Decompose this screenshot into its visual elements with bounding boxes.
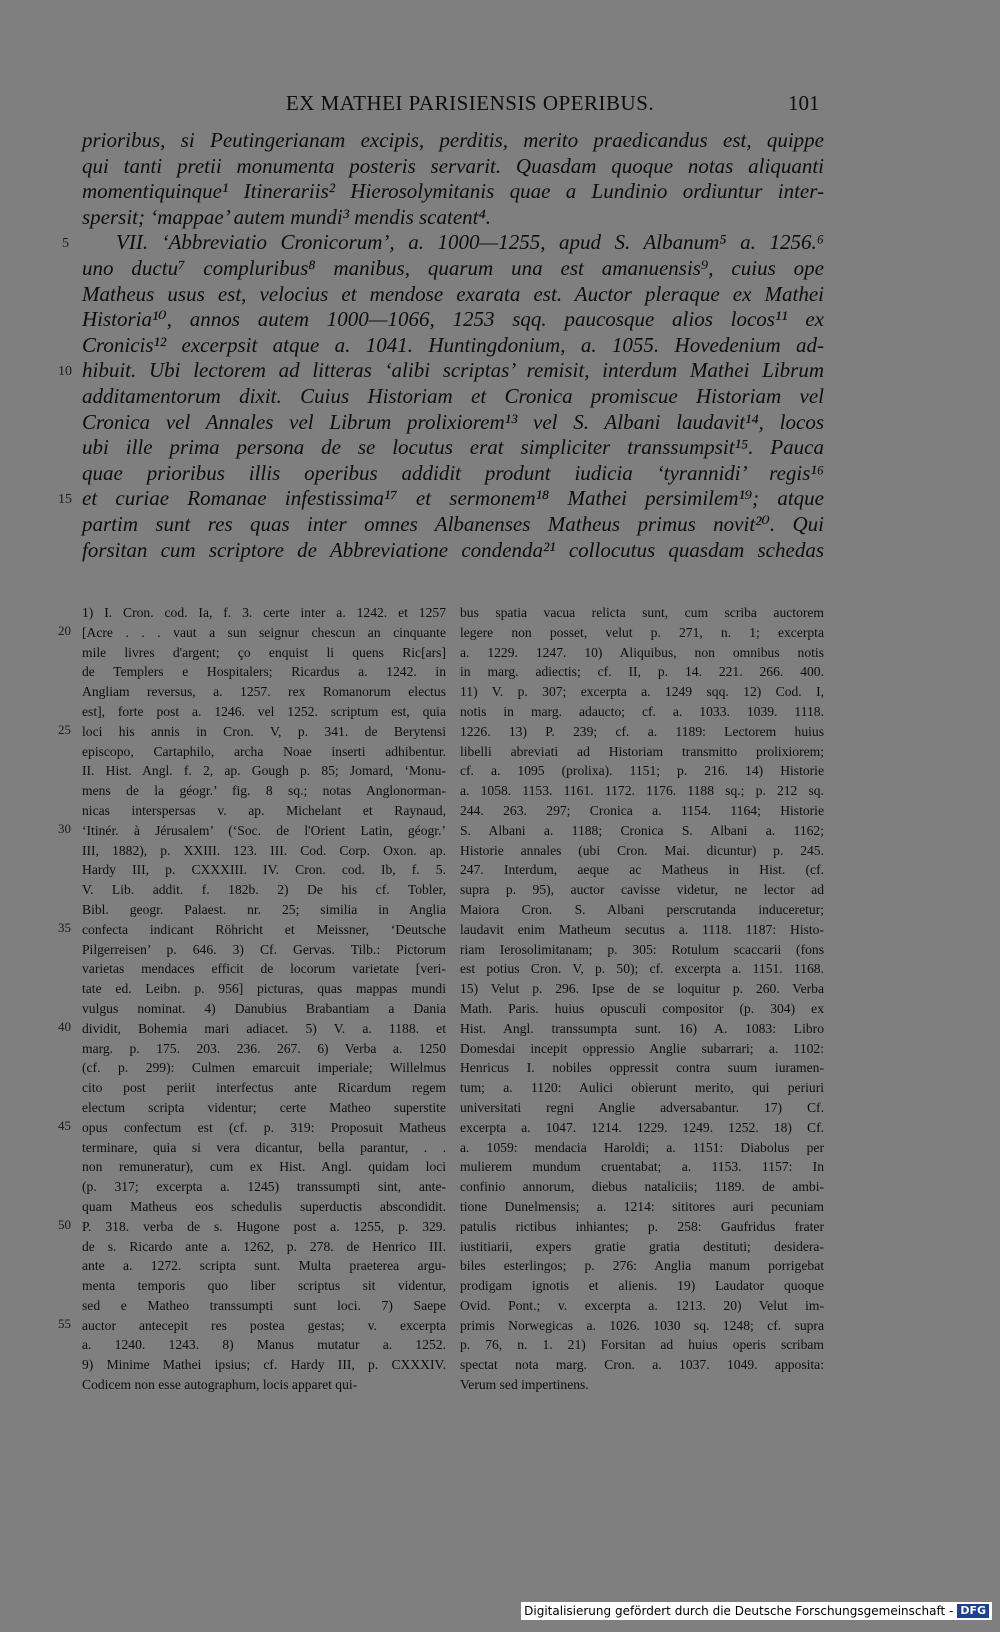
text-line: Matheus usus est, velocius et mendose exarata est. Auctor pleraque ex Mathei [82,281,824,306]
footnote-line: est potius Cron. V, p. 50); cf. excerpta a. 1151. 1168. [460,961,824,977]
footnote-line: Hist. Angl. transsumpta sunt. 16) A. 1083: Libro [460,1020,824,1036]
footnote-line: 11) V. p. 307; excerpta a. 1249 sqq. 12) Cod. I, [460,684,824,700]
footnote-line: a. 1059: mendacia Haroldi; a. 1151: Diabolus per [460,1139,824,1155]
footnote-line: iustitiarii, expers gratie gratia destituti; desidera- [460,1238,824,1254]
footnote-line: marg. p. 175. 203. 236. 267. 6) Verba a. 1250 [82,1040,446,1056]
line-number: 25 [58,722,71,737]
footnote-line: episcopo, Cartaphilo, archa Noae inserti adhibentur. [82,743,446,759]
footnote-line: Henricus I. nobiles oppressit contra suum iuramen- [460,1060,824,1076]
footnote-line: libelli abreviati ad Historiam transmitto prolixiorem; [460,743,824,759]
text-line: prioribus, si Peutingerianam excipis, perditis, merito praedicandus est, quippe [82,128,824,152]
footnote-line: auctor antecepit res postea gestas; v. excerpta [82,1317,446,1333]
footnote-line: Ovid. Pont.; v. excerpta a. 1213. 20) Velut im- [460,1297,824,1313]
footnotes-right-column [460,603,824,1395]
text-line: Historia¹⁰, annos autem 1000—1066, 1253 sqq. paucosque alios locos¹¹ ex [82,307,824,332]
footnote-line: non remuneratur), cum ex Hist. Angl. quidam loci [82,1159,446,1175]
text-line: forsitan cum scriptore de Abbreviatione condenda²¹ collocutus quasdam schedas [82,537,824,562]
footnote-line: spectat nota marg. Cron. a. 1037. 1049. apposita: [460,1357,824,1373]
footnote-line: Verum sed impertinens. [460,1377,589,1393]
line-number: 30 [58,821,71,836]
footnote-line: supra p. 95), auctor cavisse videtur, ne lector ad [460,882,824,898]
footnote-line: notis in marg. adaucto; cf. a. 1033. 1039. 1118. [460,703,824,719]
credit-text: Digitalisierung gefördert durch die Deutsche Forschungsgemeinschaft - [524,1604,954,1618]
digitization-credit [521,1602,992,1620]
text-line: Cronica vel Annales vel Librum prolixiorem¹³ vel S. Albani laudavit¹⁴, locos [82,409,824,434]
footnote-line: 9) Minime Mathei ipsius; cf. Hardy III, p. CXXXIV. [82,1357,446,1373]
footnote-line: P. 318. verba de s. Hugone post a. 1255, p. 329. [82,1218,446,1234]
footnote-line: a. 1240. 1243. 8) Manus mutatur a. 1252. [82,1337,446,1353]
footnote-line: mile livres d'argent; ço enquist li quens Ric[ars] [82,644,446,660]
footnote-line: tione Dunelmensis; a. 1214: sititores auri pecuniam [460,1198,824,1214]
footnote-line: legere non posset, velut p. 271, n. 1; excerpta [460,624,824,640]
footnote-line: excerpta a. 1047. 1214. 1229. 1249. 1252. 18) Cf. [460,1119,824,1135]
line-number: 55 [58,1316,71,1331]
line-number: 20 [58,623,71,638]
footnote-line: cf. a. 1095 (prolixa). 1151; p. 216. 14) Historie [460,763,824,779]
footnote-line: V. Lib. addit. f. 182b. 2) De his cf. Tobler, [82,882,446,898]
footnote-line: 15) Velut p. 296. Ipse de se loquitur p. 260. Verba [460,981,824,997]
text-line: et curiae Romanae infestissima¹⁷ et sermonem¹⁸ Mathei persimilem¹⁹; atque [82,486,824,511]
footnote-line: 1) I. Cron. cod. Ia, f. 3. certe inter a. 1242. et 1257 [82,605,446,620]
main-text [82,128,824,563]
footnote-line: mulierem mundum cruentabat; a. 1153. 1157: In [460,1159,824,1175]
footnote-line: biles esterlingos; p. 276: Anglia manum porrigebat [460,1258,824,1274]
text-line: hibuit. Ubi lectorem ad litteras ‘alibi scriptas’ remisit, interdum Mathei Librum [82,358,824,383]
dfg-logo: DFG [957,1604,989,1618]
footnote-line: prodigam ignotis et alienis. 19) Laudator quoque [460,1278,824,1294]
footnote-line: Math. Paris. huius opusculi compositor (p. 304) ex [460,1000,824,1016]
footnote-line: sed e Matheo transsumpti sunt loci. 7) Saepe [82,1297,446,1313]
footnote-line: dividit, Bohemia mari adiacet. 5) V. a. 1188. et [82,1020,446,1036]
footnote-line: laudavit enim Matheum secutus a. 1118. 1187: Histo- [460,921,824,937]
text-line: momentiquinque¹ Itinerariis² Hierosolymitanis quae a Lundinio ordiuntur inter- [82,179,824,204]
footnotes-left-column [82,603,446,1395]
footnote-line: Angliam reversus, a. 1257. rex Romanorum electus [82,684,446,700]
line-number: 40 [58,1019,71,1034]
footnote-line: de s. Ricardo ante a. 1262, p. 278. de Henrico III. [82,1238,446,1254]
footnote-line: 1226. 13) P. 239; cf. a. 1189: Lectorem huius [460,723,824,739]
footnote-line: tum; a. 1120: Aulici obierunt merito, qui periuri [460,1080,824,1096]
footnote-line: cito post periit interfectus ante Ricardum regem [82,1080,446,1096]
footnote-line: (cf. p. 299): Culmen emarcuit imperiale; Willelmus [82,1060,446,1076]
footnote-line: Pilgerreisen’ p. 646. 3) Cf. Gervas. Tilb.: Pictorum [82,941,446,957]
line-number: 45 [58,1118,71,1133]
footnote-line: opus confectum est (cf. p. 319: Proposuit Matheus [82,1119,446,1135]
text-line: quae prioribus illis operibus addidit produnt iudicia ‘tyrannidi’ regis¹⁶ [82,460,824,485]
footnote-line: riam Ierosolimitanam; p. 305: Rotulum scaccarii (fons [460,941,824,957]
footnote-line: loci his annis in Cron. V, p. 341. de Berytensi [82,723,446,739]
footnote-line: II. Hist. Angl. f. 2, ap. Gough p. 85; Jomard, ‘Monu- [82,763,446,779]
footnote-line: Maiora Cron. S. Albani perscrutanda induceretur; [460,901,824,917]
footnote-line: ‘Itinér. à Jérusalem’ (‘Soc. de l'Orient Latin, géogr.’ [82,822,446,838]
text-line: additamentorum dixit. Cuius Historiam et Cronica promiscue Historiam vel [82,383,824,408]
footnote-line: p. 76, n. 1. 21) Forsitan ad huius operis scribam [460,1337,824,1353]
footnote-line: a. 1229. 1247. 10) Aliquibus, non omnibus notis [460,644,824,660]
page-number: 101 [788,91,820,115]
footnote-line: tate ed. Leibn. p. 956] picturas, quas mappas mundi [82,981,446,997]
footnote-line: nicas interspersas v. ap. Michelant et Raynaud, [82,802,446,818]
footnote-line: Hardy III, p. CXXXIII. IV. Cron. cod. Ib, f. 5. [82,862,446,878]
footnote-line: 247. Interdum, aeque ac Matheus in Hist. (cf. [460,862,824,878]
footnote-line: menta temporis quo liber scriptus sit videntur, [82,1278,446,1294]
footnote-line: patulis rictibus inhiantes; p. 258: Gaufridus frater [460,1218,824,1234]
text-line: qui tanti pretii monumenta posteris servarit. Quasdam quoque notas aliquanti [82,153,824,178]
footnote-line: S. Albani a. 1188; Cronica S. Albani a. 1162; [460,822,824,838]
footnote-line: Codicem non esse autographum, locis apparet qui- [82,1377,358,1393]
footnote-line: in marg. adiectis; cf. II, p. 14. 221. 266. 400. [460,664,824,680]
footnote-line: terminare, quia si vera dicantur, bella parantur, . . [82,1139,446,1155]
line-number: 15 [58,492,72,507]
footnote-line: Domesdai incepit oppressio Anglie subarrari; a. 1102: [460,1040,824,1056]
footnote-line: confinio annorum, diebus nataliciis; 1189. de ambi- [460,1179,824,1195]
footnote-line: electum scripta videntur; certe Matheo superstite [82,1099,446,1115]
footnote-line: [Acre . . . vaut a sun seignur chescun an cinquante [82,624,446,640]
footnote-line: Historie annales (ubi Cron. Mai. dicuntur) p. 245. [460,842,824,858]
footnote-line: varietas mendaces efficit de locorum varietate [veri- [82,961,446,977]
text-line: uno ductu⁷ compluribus⁸ manibus, quarum una est amanuensis⁹, cuius ope [82,255,824,280]
footnote-line: universitati regni Anglie adversabantur. 17) Cf. [460,1099,824,1115]
footnote-line: primis Norwegicas a. 1026. 1030 sq. 1248; cf. supra [460,1317,824,1333]
footnote-line: (p. 317; excerpta a. 1245) transsumpti sint, ante- [82,1179,446,1195]
footnote-line: bus spatia vacua relicta sunt, cum scriba auctorem [460,605,824,620]
line-number: 5 [62,236,69,251]
footnote-line: a. 1058. 1153. 1161. 1172. 1176. 1188 sq.; p. 212 sq. [460,783,824,799]
footnote-line: 244. 263. 297; Cronica a. 1154. 1164; Historie [460,802,824,818]
line-number: 35 [58,920,71,935]
line-number: 10 [58,364,72,379]
footnote-line: quam Matheus eos schedulis superductis abscondidit. [82,1198,446,1214]
footnote-line: de Templers e Hospitalers; Ricardus a. 1242. in [82,664,446,680]
text-line: ubi ille prima persona de se locutus erat simpliciter transsumpsit¹⁵. Pauca [82,435,824,460]
text-line: partim sunt res quas inter omnes Albanenses Matheus primus novit²⁰. Qui [82,511,824,536]
footnote-line: Bibl. geogr. Palaest. nr. 25; similia in Anglia [82,901,446,917]
footnote-line: est], forte post a. 1246. vel 1252. scriptum est, quia [82,703,446,719]
footnote-line: III, 1882), p. XXIII. 123. III. Cod. Corp. Oxon. ap. [82,842,446,858]
running-header: EX MATHEI PARISIENSIS OPERIBUS. [285,91,655,115]
footnote-line: ante a. 1272. scripta sunt. Multa praeterea argu- [82,1258,446,1274]
text-line: spersit; ‘mappae’ autem mundi³ mendis scatent⁴. [82,204,492,229]
text-line: Cronicis¹² excerpsit atque a. 1041. Huntingdonium, a. 1055. Hovedenium ad- [82,332,824,357]
text-line: VII. ‘Abbreviatio Cronicorum’, a. 1000—1255, apud S. Albanum⁵ a. 1256.⁶ [116,230,824,255]
footnote-line: vulgus nominat. 4) Danubius Brabantiam a Dania [82,1000,446,1016]
footnote-line: mens de la géogr.’ fig. 8 sq.; notas Anglonorman- [82,783,446,799]
footnote-line: confecta indicant Röhricht et Meissner, ‘Deutsche [82,921,446,937]
line-number: 50 [58,1217,71,1232]
